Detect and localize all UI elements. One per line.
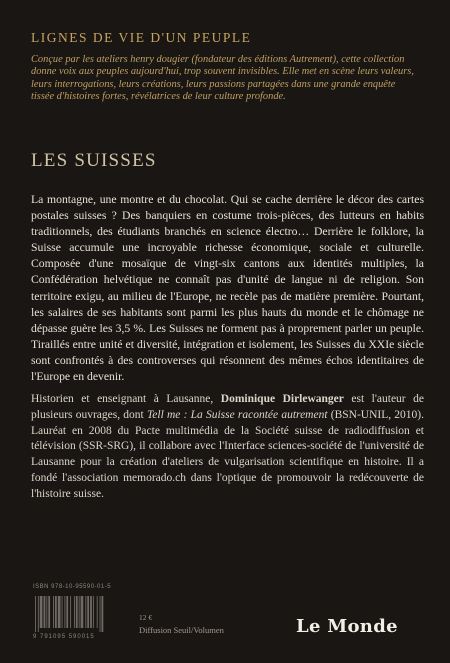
barcode [33,596,127,632]
barcode-bar [53,596,54,628]
barcode-bar [48,596,50,628]
price: 12 € [139,613,153,622]
barcode-bar [46,596,47,628]
barcode-bar [40,596,43,628]
barcode-bar [81,596,84,628]
author-name: Dominique Dirlewanger [220,393,344,405]
barcode-bar [76,596,78,628]
barcode-bar [55,596,57,628]
barcode-bar [85,596,86,628]
author-book-title: Tell me : La Suisse racontée autrement [146,408,328,421]
barcode-bar [62,596,63,628]
barcode-bar [70,596,71,628]
barcode-bar [64,596,65,628]
barcode-bar [79,596,80,628]
series-title: LIGNES DE VIE D'UN PEUPLE [31,30,252,45]
barcode-bar [58,596,61,628]
barcode-digits: 9 791095 590015 [33,634,95,640]
distributor: Diffusion Seuil/Volumen [139,625,224,635]
author-bio-mid: est l'auteur de plusieurs ouvrages, dont [31,393,424,421]
barcode-bar [74,596,75,628]
author-bio [31,392,424,503]
book-summary: La montagne, une montre et du chocolat. Qui se cache derrière le décor des cartes postales suisses ? Des banquiers en costume trois-pièces, des lutteurs en habits traditionnels, des étudiants branchés en science électro… Derrière le folklore, la Suisse accumule une incroyable richesse économique, sociale et culturelle. Composée d'une mosaïque de vingt-six cantons aux identités multiples, la Confédération helvétique ne connaît pas d'unité de langue ni de religion. Son territoire exigu, au milieu de l'Europe, ne recèle pas de matière première. Pourtant, les salaires de ses habitants sont parmi les plus hauts du monde et le chômage ne dépasse guère les 3,5 %. Les Suisses ne forment pas à proprement parler un peuple. Tiraillés entre unité et diversité, intégration et isolement, les Suisses du XXIe siècle sont confrontés à des controverses qui résonnent des mêmes échos identitaires de l'Europe en devenir. [31,193,424,384]
author-bio-intro: Historien et enseignant à Lausanne, [31,393,221,405]
barcode-bar [100,596,101,632]
author-bio-rest: (BSN-UNIL, 2010). Lauréat en 2008 du Pacte multimédia de la Société suisse de radiodiffusion et télévision (SSR-SRG), il collabore avec l'Interface sciences-société de l'université de Lausanne pour la création d'ateliers de vulgarisation scientifique en histoire. Il a fondé l'association memorado.ch dans l'optique de promouvoir la redécouverte de l'histoire suisse. [31,408,425,500]
isbn-number: ISBN 978-10-95590-01-5 [33,584,112,590]
publisher-logo: Le Monde [296,616,398,637]
book-title: LES SUISSES [31,150,157,171]
barcode-bar [102,596,104,632]
barcode-bar [38,596,39,632]
barcode-bar [93,596,94,628]
barcode-bar [44,596,46,628]
barcode-bar [87,596,89,628]
series-description: Conçue par les ateliers henry dougier (fondateur des éditions Autrement), cette collection donne voix aux peuples aujourd'hui, trop souvent invisibles. Elle met en scène leurs valeurs, leurs interrogations, leurs créations, leurs passions partagées dans une grande enquête tissée d'histoires fortes, révélatrices de leur culture profonde. [31,54,414,102]
barcode-bar [35,596,36,632]
barcode-bar [97,596,98,628]
barcode-bar [66,596,68,628]
barcode-bar [90,596,92,628]
